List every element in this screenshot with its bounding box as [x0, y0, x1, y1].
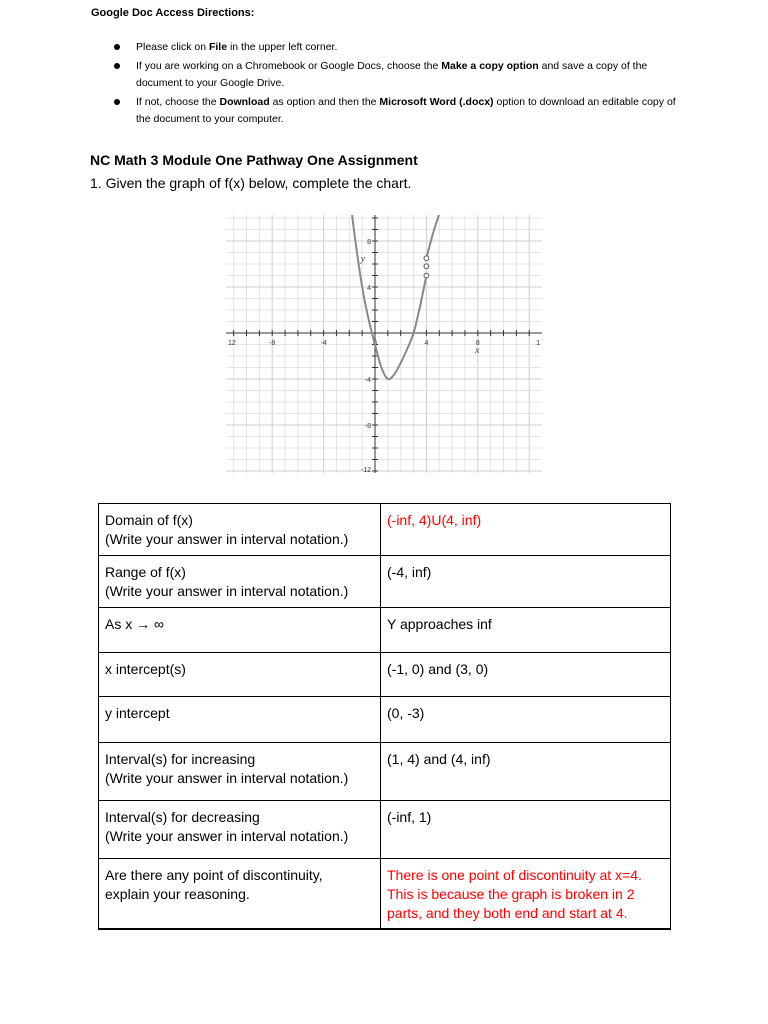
directions-text: in the upper left corner.	[227, 41, 338, 53]
directions-bold-text: File	[208, 41, 228, 53]
function-graph	[226, 215, 542, 473]
directions-text: If not, choose the	[136, 96, 220, 108]
y-tick-label: 4	[367, 285, 371, 292]
answer-cell	[381, 608, 671, 653]
series-line-0	[352, 215, 427, 379]
table-row	[99, 697, 671, 743]
question-line: explain your reasoning.	[105, 886, 250, 902]
directions-text: If you are working on a Chromebook or Google Docs, choose the	[136, 60, 442, 72]
question-cell	[99, 504, 381, 556]
question-line: y intercept	[105, 705, 170, 721]
question-cell	[99, 743, 381, 801]
directions-text: Please click on	[136, 41, 209, 53]
table-divider	[98, 928, 671, 929]
table-row	[99, 801, 671, 859]
question-line: (Write your answer in interval notation.)	[105, 531, 349, 547]
table-row	[99, 653, 671, 697]
answer-line: (0, -3)	[387, 705, 425, 721]
y-tick-label: -4	[364, 377, 371, 384]
table-row	[99, 504, 671, 556]
assignment-title: NC Math 3 Module One Pathway One Assignment	[90, 152, 418, 168]
question-line: Interval(s) for decreasing	[105, 809, 260, 825]
series-line-1	[426, 215, 445, 258]
question-cell	[99, 801, 381, 859]
answer-cell	[381, 697, 671, 743]
question-line: Are there any point of discontinuity,	[105, 867, 323, 883]
question-line: (Write your answer in interval notation.)	[105, 583, 349, 599]
directions-text: and save a copy of the document to your Google Drive.	[136, 60, 648, 89]
directions-item	[110, 39, 690, 56]
y-tick-label: 8	[367, 239, 371, 246]
answer-cell	[381, 504, 671, 556]
answer-line: (-1, 0) and (3, 0)	[387, 661, 489, 677]
answer-line: There is one point of discontinuity at x=4.	[387, 867, 642, 883]
directions-text: option to download an editable copy of the document to your computer.	[136, 96, 676, 125]
question-line: Domain of f(x)	[105, 512, 193, 528]
directions-item	[110, 58, 690, 92]
answer-line: (-4, inf)	[387, 564, 432, 580]
directions-bold-text: Make a copy option	[441, 60, 539, 72]
question-line: As x → ∞	[105, 616, 164, 632]
directions-text: as option and then the	[269, 96, 380, 108]
answer-cell	[381, 859, 671, 930]
table-row	[99, 608, 671, 653]
table-row	[99, 859, 671, 930]
question-cell	[99, 653, 381, 697]
answer-line: parts, and they both end and start at 4.	[387, 905, 628, 921]
answer-line: Y approaches inf	[387, 616, 492, 632]
x-tick-label: -4	[320, 340, 327, 347]
answer-cell	[381, 743, 671, 801]
answer-cell	[381, 653, 671, 697]
question-line: Range of f(x)	[105, 564, 186, 580]
answer-cell	[381, 801, 671, 859]
y-tick-label: -12	[360, 467, 371, 473]
x-tick-label: 8	[475, 340, 480, 347]
table-row	[99, 743, 671, 801]
answer-line: (1, 4) and (4, inf)	[387, 751, 491, 767]
question-cell	[99, 608, 381, 653]
x-tick-label: -8	[269, 340, 276, 347]
answer-line: (-inf, 4)U(4, inf)	[387, 512, 482, 528]
answer-line: (-inf, 1)	[387, 809, 432, 825]
x-axis-label: x	[475, 345, 480, 355]
bullet-icon	[114, 99, 120, 105]
answer-line: This is because the graph is broken in 2	[387, 886, 635, 902]
directions-title: Google Doc Access Directions:	[91, 7, 255, 19]
open-point	[424, 273, 429, 278]
bullet-icon	[114, 63, 120, 69]
directions-bold-text: Microsoft Word (.docx)	[379, 96, 494, 108]
directions-item	[110, 94, 690, 128]
y-tick-label: -8	[364, 423, 371, 430]
question-line: x intercept(s)	[105, 661, 186, 677]
question-line: Interval(s) for increasing	[105, 751, 256, 767]
question-cell	[99, 556, 381, 608]
x-tick-label: 12	[228, 340, 236, 347]
directions-list	[110, 39, 690, 130]
answer-cell	[381, 556, 671, 608]
open-point	[424, 256, 429, 261]
y-axis-label: y	[360, 253, 365, 264]
directions-bold-text: Download	[219, 96, 270, 108]
question-cell	[99, 859, 381, 930]
answer-table	[98, 503, 671, 930]
question-line: (Write your answer in interval notation.)	[105, 770, 349, 786]
x-tick-label: 0	[373, 340, 377, 347]
x-tick-label: 1	[536, 340, 540, 347]
question-line: (Write your answer in interval notation.)	[105, 828, 349, 844]
table-row	[99, 556, 671, 608]
question-cell	[99, 697, 381, 743]
x-tick-label: 4	[424, 340, 429, 347]
bullet-icon	[114, 44, 120, 50]
open-point	[424, 264, 429, 269]
question-text: 1. Given the graph of f(x) below, complete the chart.	[90, 175, 412, 191]
